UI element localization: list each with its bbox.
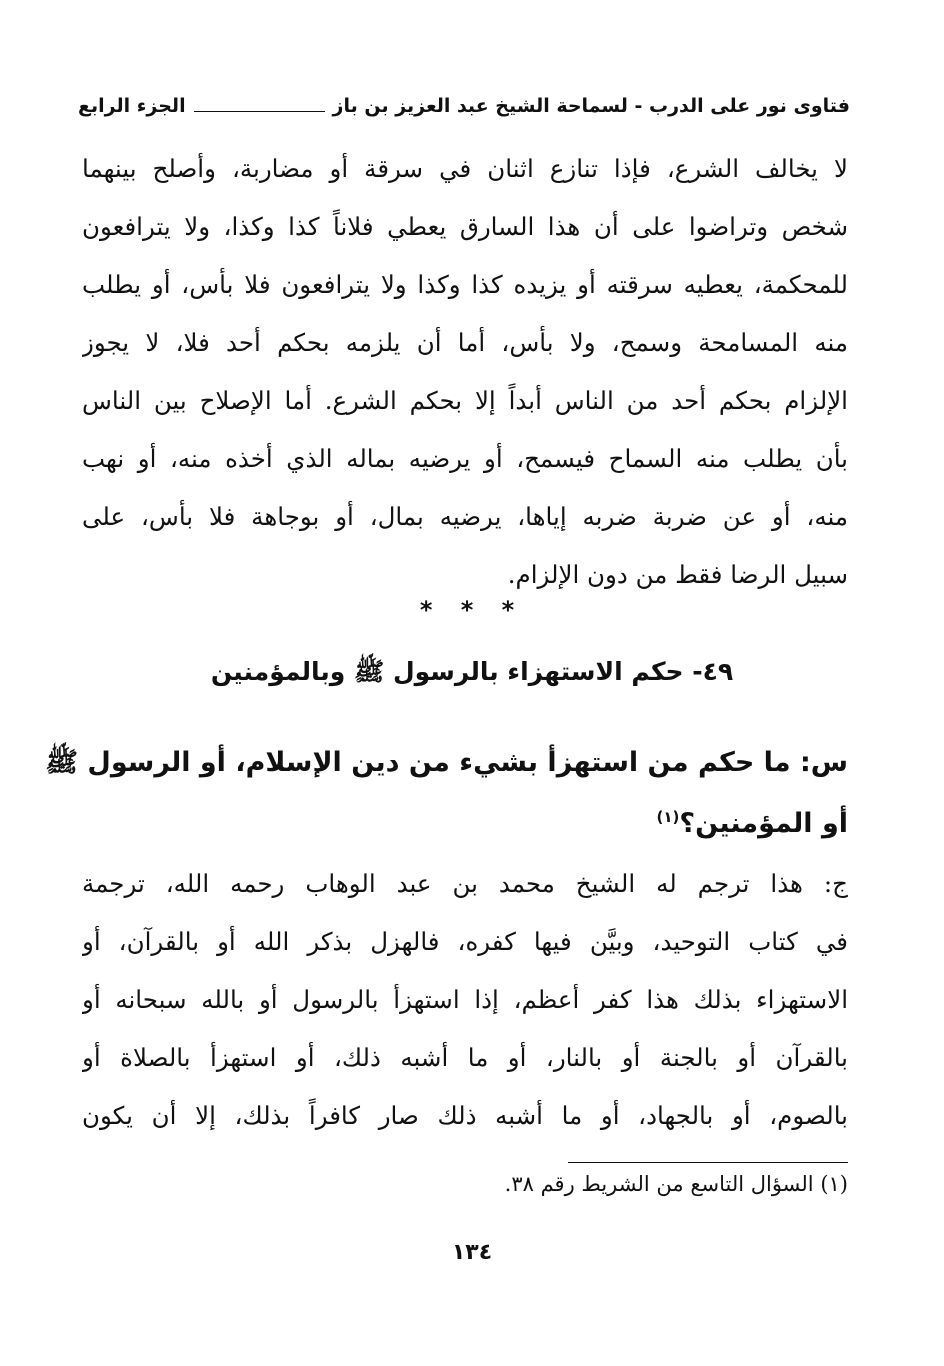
paragraph-line: سبيل الرضا فقط من دون الإلزام. <box>507 560 848 589</box>
header-rule <box>194 111 325 112</box>
running-header <box>78 88 850 124</box>
section-separator: * * * <box>419 596 525 624</box>
question-block <box>45 735 848 845</box>
paragraph-line: شخص وتراضوا على أن هذا السارق يعطي فلاناً كذا وكذا، ولا يترافعون <box>82 212 848 241</box>
section-title: ٤٩- حكم الاستهزاء بالرسول ﷺ وبالمؤمنين <box>210 657 734 686</box>
header-part: الجزء الرابع <box>78 95 186 117</box>
question-line <box>82 790 848 845</box>
paragraph-line: منه، أو عن ضربة ضربه إياها، يرضيه بمال، أو بوجاهة فلا بأس، على <box>82 502 848 531</box>
answer-line: ج: هذا ترجم له الشيخ محمد بن عبد الوهاب رحمه الله، ترجمة <box>82 869 848 898</box>
paragraph-line: لا يخالف الشرع، فإذا تنازع اثنان في سرقة أو مضاربة، وأصلح بينهما <box>82 154 848 183</box>
answer-line: في كتاب التوحيد، وبيَّن فيها كفره، فالهزل بذكر الله أو بالقرآن، أو <box>82 927 848 956</box>
question-line: س: ما حكم من استهزأ بشيء من دين الإسلام، أو الرسول ﷺ <box>45 747 848 778</box>
footnote-divider <box>568 1162 848 1163</box>
answer-line: بالقرآن أو بالجنة أو بالنار، أو ما أشبه ذلك، أو استهزأ بالصلاة أو <box>82 1043 848 1072</box>
page-number: ١٣٤ <box>451 1240 493 1265</box>
question-line-text: أو المؤمنين؟ <box>679 808 848 839</box>
paragraph-line: الإلزام بحكم أحد من الناس أبداً إلا بحكم الشرع. أما الإصلاح بين الناس <box>82 386 848 415</box>
paragraph-line: للمحكمة، يعطيه سرقته أو يزيده كذا وكذا ولا يترافعون فلا بأس، أو يطلب <box>82 270 848 299</box>
answer-line: الاستهزاء بذلك هذا كفر أعظم، إذا استهزأ بالرسول أو بالله سبحانه أو <box>82 985 848 1014</box>
header-book-title: فتاوى نور على الدرب - لسماحة الشيخ عبد العزيز بن باز <box>332 95 850 117</box>
paragraph-continuation <box>82 140 848 604</box>
answer-line: بالصوم، أو بالجهاد، أو ما أشبه ذلك صار كافراً بذلك، إلا أن يكون <box>82 1101 848 1130</box>
answer-block <box>82 855 848 1145</box>
footnote-reference[interactable]: (١) <box>656 808 680 826</box>
paragraph-line: بأن يطلب منه السماح فيسمح، أو يرضيه بماله الذي أخذه منه، أو نهب <box>82 444 848 473</box>
paragraph-line: منه المسامحة وسمح، ولا بأس، أما أن يلزمه بحكم أحد فلا، لا يجوز <box>82 328 848 357</box>
footnote: (١) السؤال التاسع من الشريط رقم ٣٨. <box>504 1172 848 1196</box>
